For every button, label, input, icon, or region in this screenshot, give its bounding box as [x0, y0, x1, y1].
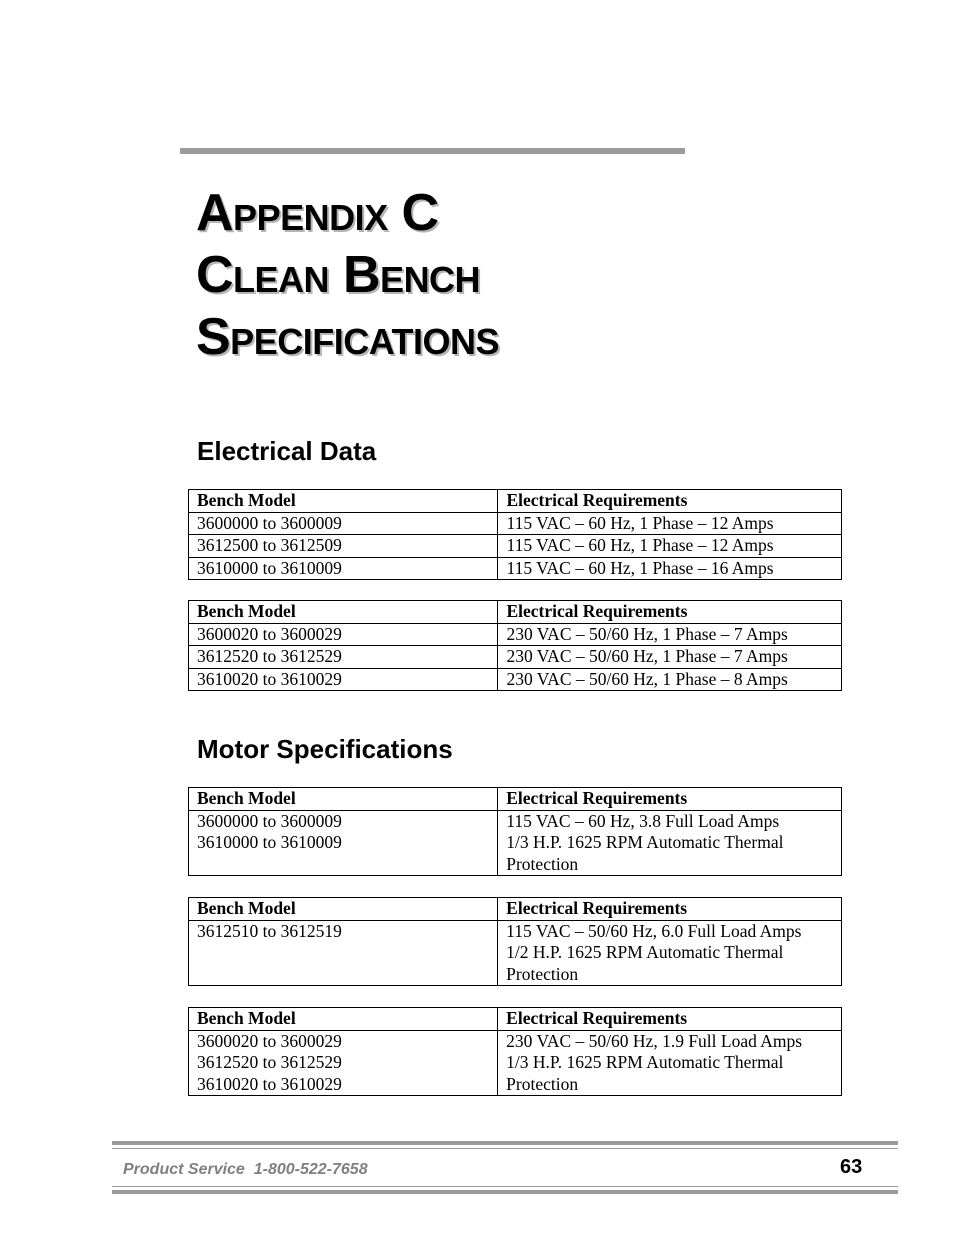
bench-model-header: Bench Model	[189, 898, 498, 921]
motor-table-1	[188, 787, 842, 876]
table-row	[189, 557, 842, 580]
requirement-line: 1/3 H.P. 1625 RPM Automatic Thermal	[506, 1052, 784, 1072]
table-row	[189, 668, 842, 691]
requirement-line: 115 VAC – 50/60 Hz, 6.0 Full Load Amps	[506, 920, 802, 941]
requirement-line: Protection	[506, 963, 579, 984]
table-header-row	[189, 1008, 842, 1031]
electrical-data-heading: Electrical Data	[197, 436, 377, 466]
footer-rule-bottom-thin	[112, 1186, 898, 1187]
requirement-line: 1/2 H.P. 1625 RPM Automatic Thermal	[506, 942, 784, 962]
model-range: 3610020 to 3610029	[197, 1073, 342, 1094]
requirements-cell	[498, 920, 842, 986]
table-row	[189, 535, 842, 558]
model-range: 3600020 to 3600029	[197, 1030, 342, 1051]
footer-rule-bottom	[112, 1190, 898, 1194]
requirements-cell	[498, 810, 842, 876]
table-header-row	[189, 601, 842, 624]
model-range: 3612520 to 3612529	[197, 1052, 342, 1072]
page-title	[196, 182, 499, 368]
requirements-cell: 115 VAC – 60 Hz, 1 Phase – 12 Amps	[498, 512, 842, 535]
model-range: 3600000 to 3600009	[197, 810, 342, 831]
requirement-line: Protection	[506, 853, 579, 874]
footer-rule-top-thin	[112, 1148, 898, 1149]
bench-model-cell: 3600000 to 3600009	[189, 512, 498, 535]
title-line-3: Specifications	[196, 308, 500, 366]
table-row	[189, 920, 842, 986]
requirement-line: 230 VAC – 50/60 Hz, 1.9 Full Load Amps	[506, 1030, 803, 1051]
model-range: 3610000 to 3610009	[197, 832, 342, 852]
table-row	[189, 646, 842, 669]
title-line-2: Clean Bench	[196, 246, 481, 304]
table-row	[189, 810, 842, 876]
table-row	[189, 1030, 842, 1096]
electrical-requirements-header: Electrical Requirements	[498, 1008, 842, 1031]
page-number: 63	[840, 1156, 863, 1178]
bench-model-cell: 3610000 to 3610009	[189, 557, 498, 580]
electrical-requirements-header: Electrical Requirements	[498, 788, 842, 811]
bench-model-cell	[189, 810, 498, 876]
requirements-cell: 115 VAC – 60 Hz, 1 Phase – 16 Amps	[498, 557, 842, 580]
footer-rule-top	[112, 1141, 898, 1145]
bench-model-cell: 3612520 to 3612529	[189, 646, 498, 669]
requirement-line: Protection	[506, 1073, 579, 1094]
title-line-1: Appendix C	[196, 184, 439, 242]
bench-model-cell: 3600020 to 3600029	[189, 623, 498, 646]
electrical-table-230v	[188, 600, 842, 691]
bench-model-header: Bench Model	[189, 490, 498, 513]
bench-model-cell: 3610020 to 3610029	[189, 668, 498, 691]
motor-table-2	[188, 897, 842, 986]
table-row	[189, 623, 842, 646]
title-rule	[180, 148, 685, 154]
motor-table-3	[188, 1007, 842, 1096]
table-header-row	[189, 788, 842, 811]
bench-model-cell: 3612500 to 3612509	[189, 535, 498, 558]
electrical-requirements-header: Electrical Requirements	[498, 490, 842, 513]
bench-model-header: Bench Model	[189, 788, 498, 811]
requirements-cell	[498, 1030, 842, 1096]
table-header-row	[189, 490, 842, 513]
bench-model-cell	[189, 1030, 498, 1096]
electrical-requirements-header: Electrical Requirements	[498, 898, 842, 921]
requirements-cell: 115 VAC – 60 Hz, 1 Phase – 12 Amps	[498, 535, 842, 558]
motor-specifications-heading: Motor Specifications	[197, 734, 453, 764]
requirements-cell: 230 VAC – 50/60 Hz, 1 Phase – 7 Amps	[498, 646, 842, 669]
bench-model-header: Bench Model	[189, 601, 498, 624]
requirements-cell: 230 VAC – 50/60 Hz, 1 Phase – 7 Amps	[498, 623, 842, 646]
requirement-line: 115 VAC – 60 Hz, 3.8 Full Load Amps	[506, 810, 780, 831]
requirement-line: 1/3 H.P. 1625 RPM Automatic Thermal	[506, 832, 784, 852]
bench-model-cell	[189, 920, 498, 986]
electrical-requirements-header: Electrical Requirements	[498, 601, 842, 624]
bench-model-header: Bench Model	[189, 1008, 498, 1031]
table-row	[189, 512, 842, 535]
table-header-row	[189, 898, 842, 921]
requirements-cell: 230 VAC – 50/60 Hz, 1 Phase – 8 Amps	[498, 668, 842, 691]
electrical-table-115v	[188, 489, 842, 580]
model-range: 3612510 to 3612519	[197, 920, 342, 941]
product-service-text: Product Service 1-800-522-7658	[123, 1161, 368, 1178]
